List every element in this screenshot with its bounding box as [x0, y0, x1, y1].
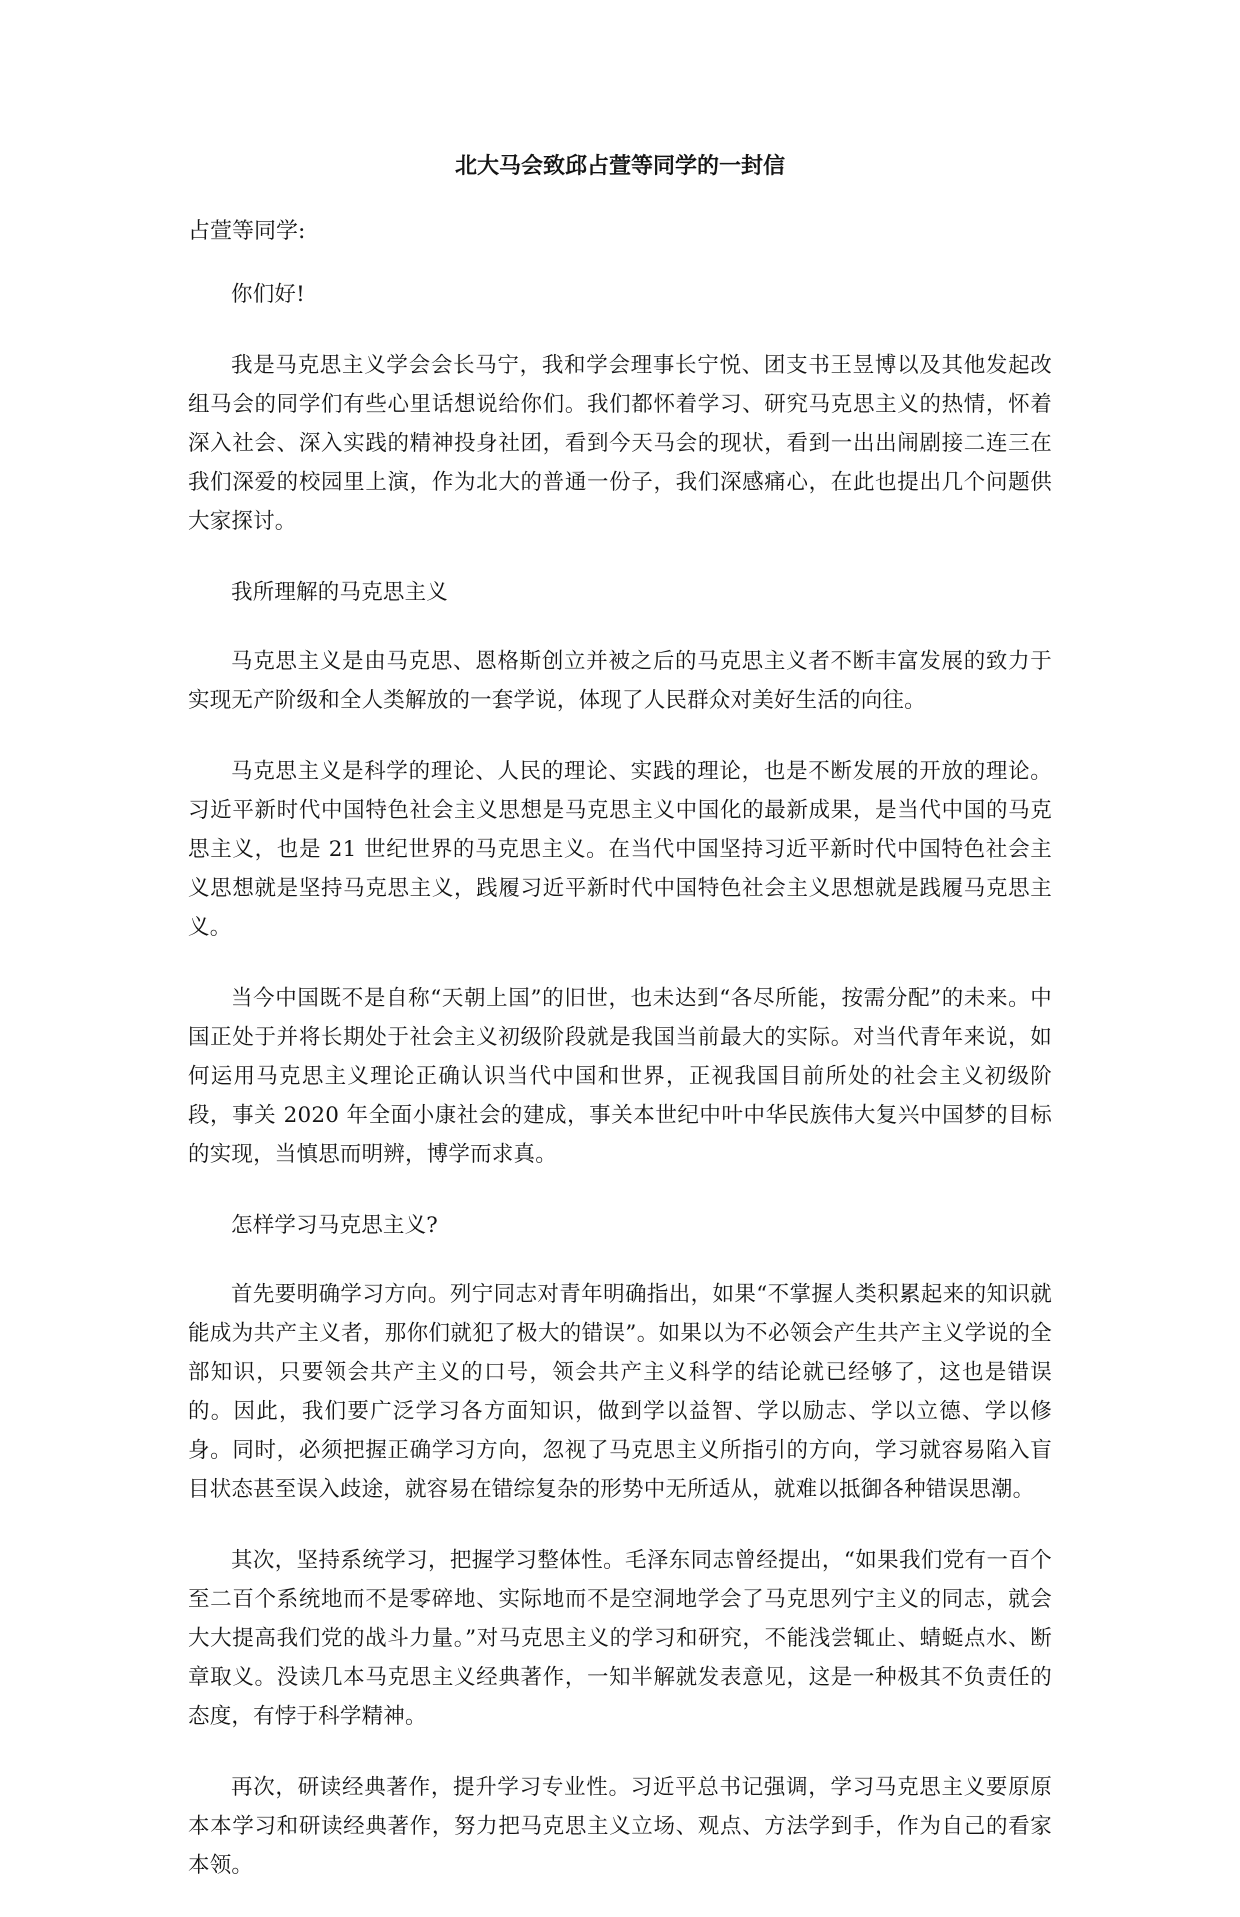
body-paragraph: 再次，研读经典著作，提升学习专业性。习近平总书记强调，学习马克思主义要原原本本学习和研读经典著作，努力把马克思主义立场、观点、方法学到手，作为自己的看家本领。	[188, 1775, 1052, 1878]
letter-body	[188, 275, 1052, 1917]
salutation: 占萱等同学:	[188, 219, 306, 244]
greeting-paragraph: 你们好!	[231, 282, 305, 307]
body-paragraph: 马克思主义是由马克思、恩格斯创立并被之后的马克思主义者不断丰富发展的致力于实现无产阶级和全人类解放的一套学说，体现了人民群众对美好生活的向往。	[188, 649, 1052, 713]
body-paragraph: 当今中国既不是自称“天朝上国”的旧世，也未达到“各尽所能，按需分配”的未来。中国正处于并将长期处于社会主义初级阶段就是我国当前最大的实际。对当代青年来说，如何运用马克思主义理论正确认识当代中国和世界，正视我国目前所处的社会主义初级阶段，事关 2020 年全面小康社会的建成，事关本世纪中叶中华民族伟大复兴中国梦的目标的实现，当慎思而明辨，博学而求真。	[188, 986, 1052, 1167]
body-paragraph: 我是马克思主义学会会长马宁，我和学会理事长宁悦、团支书王昱博以及其他发起改组马会的同学们有些心里话想说给你们。我们都怀着学习、研究马克思主义的热情，怀着深入社会、深入实践的精神投身社团，看到今天马会的现状，看到一出出闹剧接二连三在我们深爱的校园里上演，作为北大的普通一份子，我们深感痛心，在此也提出几个问题供大家探讨。	[188, 353, 1052, 534]
section-heading: 怎样学习马克思主义?	[231, 1213, 439, 1238]
body-paragraph: 其次，坚持系统学习，把握学习整体性。毛泽东同志曾经提出，“如果我们党有一百个至二百个系统地而不是零碎地、实际地而不是空洞地学会了马克思列宁主义的同志，就会大大提高我们党的战斗力量。”对马克思主义的学习和研究，不能浅尝辄止、蜻蜓点水、断章取义。没读几本马克思主义经典著作，一知半解就发表意见，这是一种极其不负责任的态度，有悖于科学精神。	[188, 1548, 1052, 1729]
section-heading: 我所理解的马克思主义	[231, 580, 449, 605]
body-paragraph: 马克思主义是科学的理论、人民的理论、实践的理论，也是不断发展的开放的理论。习近平新时代中国特色社会主义思想是马克思主义中国化的最新成果，是当代中国的马克思主义，也是 21 世纪世界的马克思主义。在当代中国坚持习近平新时代中国特色社会主义思想就是坚持马克思主义，践履习近平新时代中国特色社会主义思想就是践履马克思主义。	[188, 759, 1052, 940]
page-title: 北大马会致邱占萱等同学的一封信	[454, 153, 785, 179]
body-paragraph: 首先要明确学习方向。列宁同志对青年明确指出，如果“不掌握人类积累起来的知识就能成为共产主义者，那你们就犯了极大的错误”。如果以为不必领会产生共产主义学说的全部知识，只要领会共产主义的口号，领会共产主义科学的结论就已经够了，这也是错误的。因此，我们要广泛学习各方面知识，做到学以益智、学以励志、学以立德、学以修身。同时，必须把握正确学习方向，忽视了马克思主义所指引的方向，学习就容易陷入盲目状态甚至误入歧途，就容易在错综复杂的形势中无所适从，就难以抵御各种错误思潮。	[188, 1282, 1052, 1502]
